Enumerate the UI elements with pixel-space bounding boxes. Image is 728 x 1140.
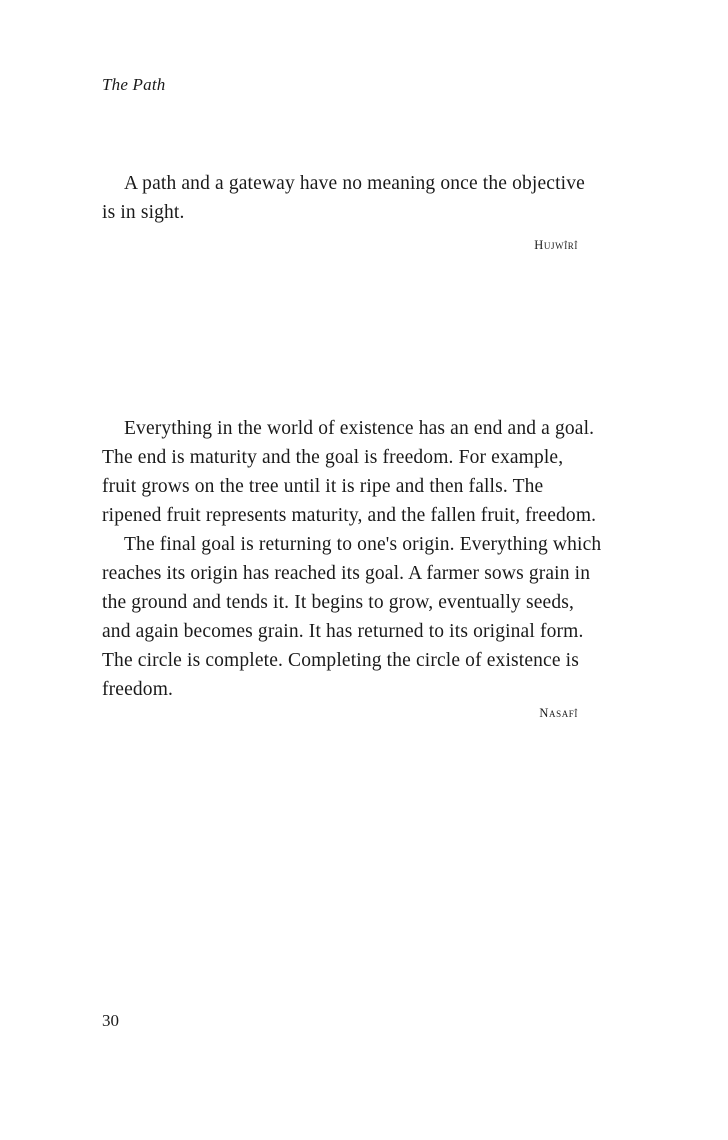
quote-hujwiri: [102, 169, 602, 227]
quote-nasafi: [102, 414, 602, 704]
page-number: 30: [102, 1011, 119, 1030]
quote-paragraph: A path and a gateway have no meaning once the objective is in sight.: [102, 173, 585, 223]
quote-paragraph: The final goal is returning to one's origin. Everything which reaches its origin has reached its goal. A farmer sows grain in the ground and tends it. It begins to grow, eventually seeds, and again becomes grain. It has returned to its original form. The circle is complete. Completing the circle of existence is freedom.: [102, 534, 602, 700]
quote-author-nasafi: Nasafî: [539, 706, 578, 720]
quote-author-hujwiri: Hujwîrî: [534, 238, 578, 252]
running-head: The Path: [102, 75, 166, 94]
quote-paragraph: Everything in the world of existence has an end and a goal. The end is maturity and the goal is freedom. For example, fruit grows on the tree until it is ripe and then falls. The ripened fruit represents maturity, and the fallen fruit, freedom.: [102, 418, 597, 526]
